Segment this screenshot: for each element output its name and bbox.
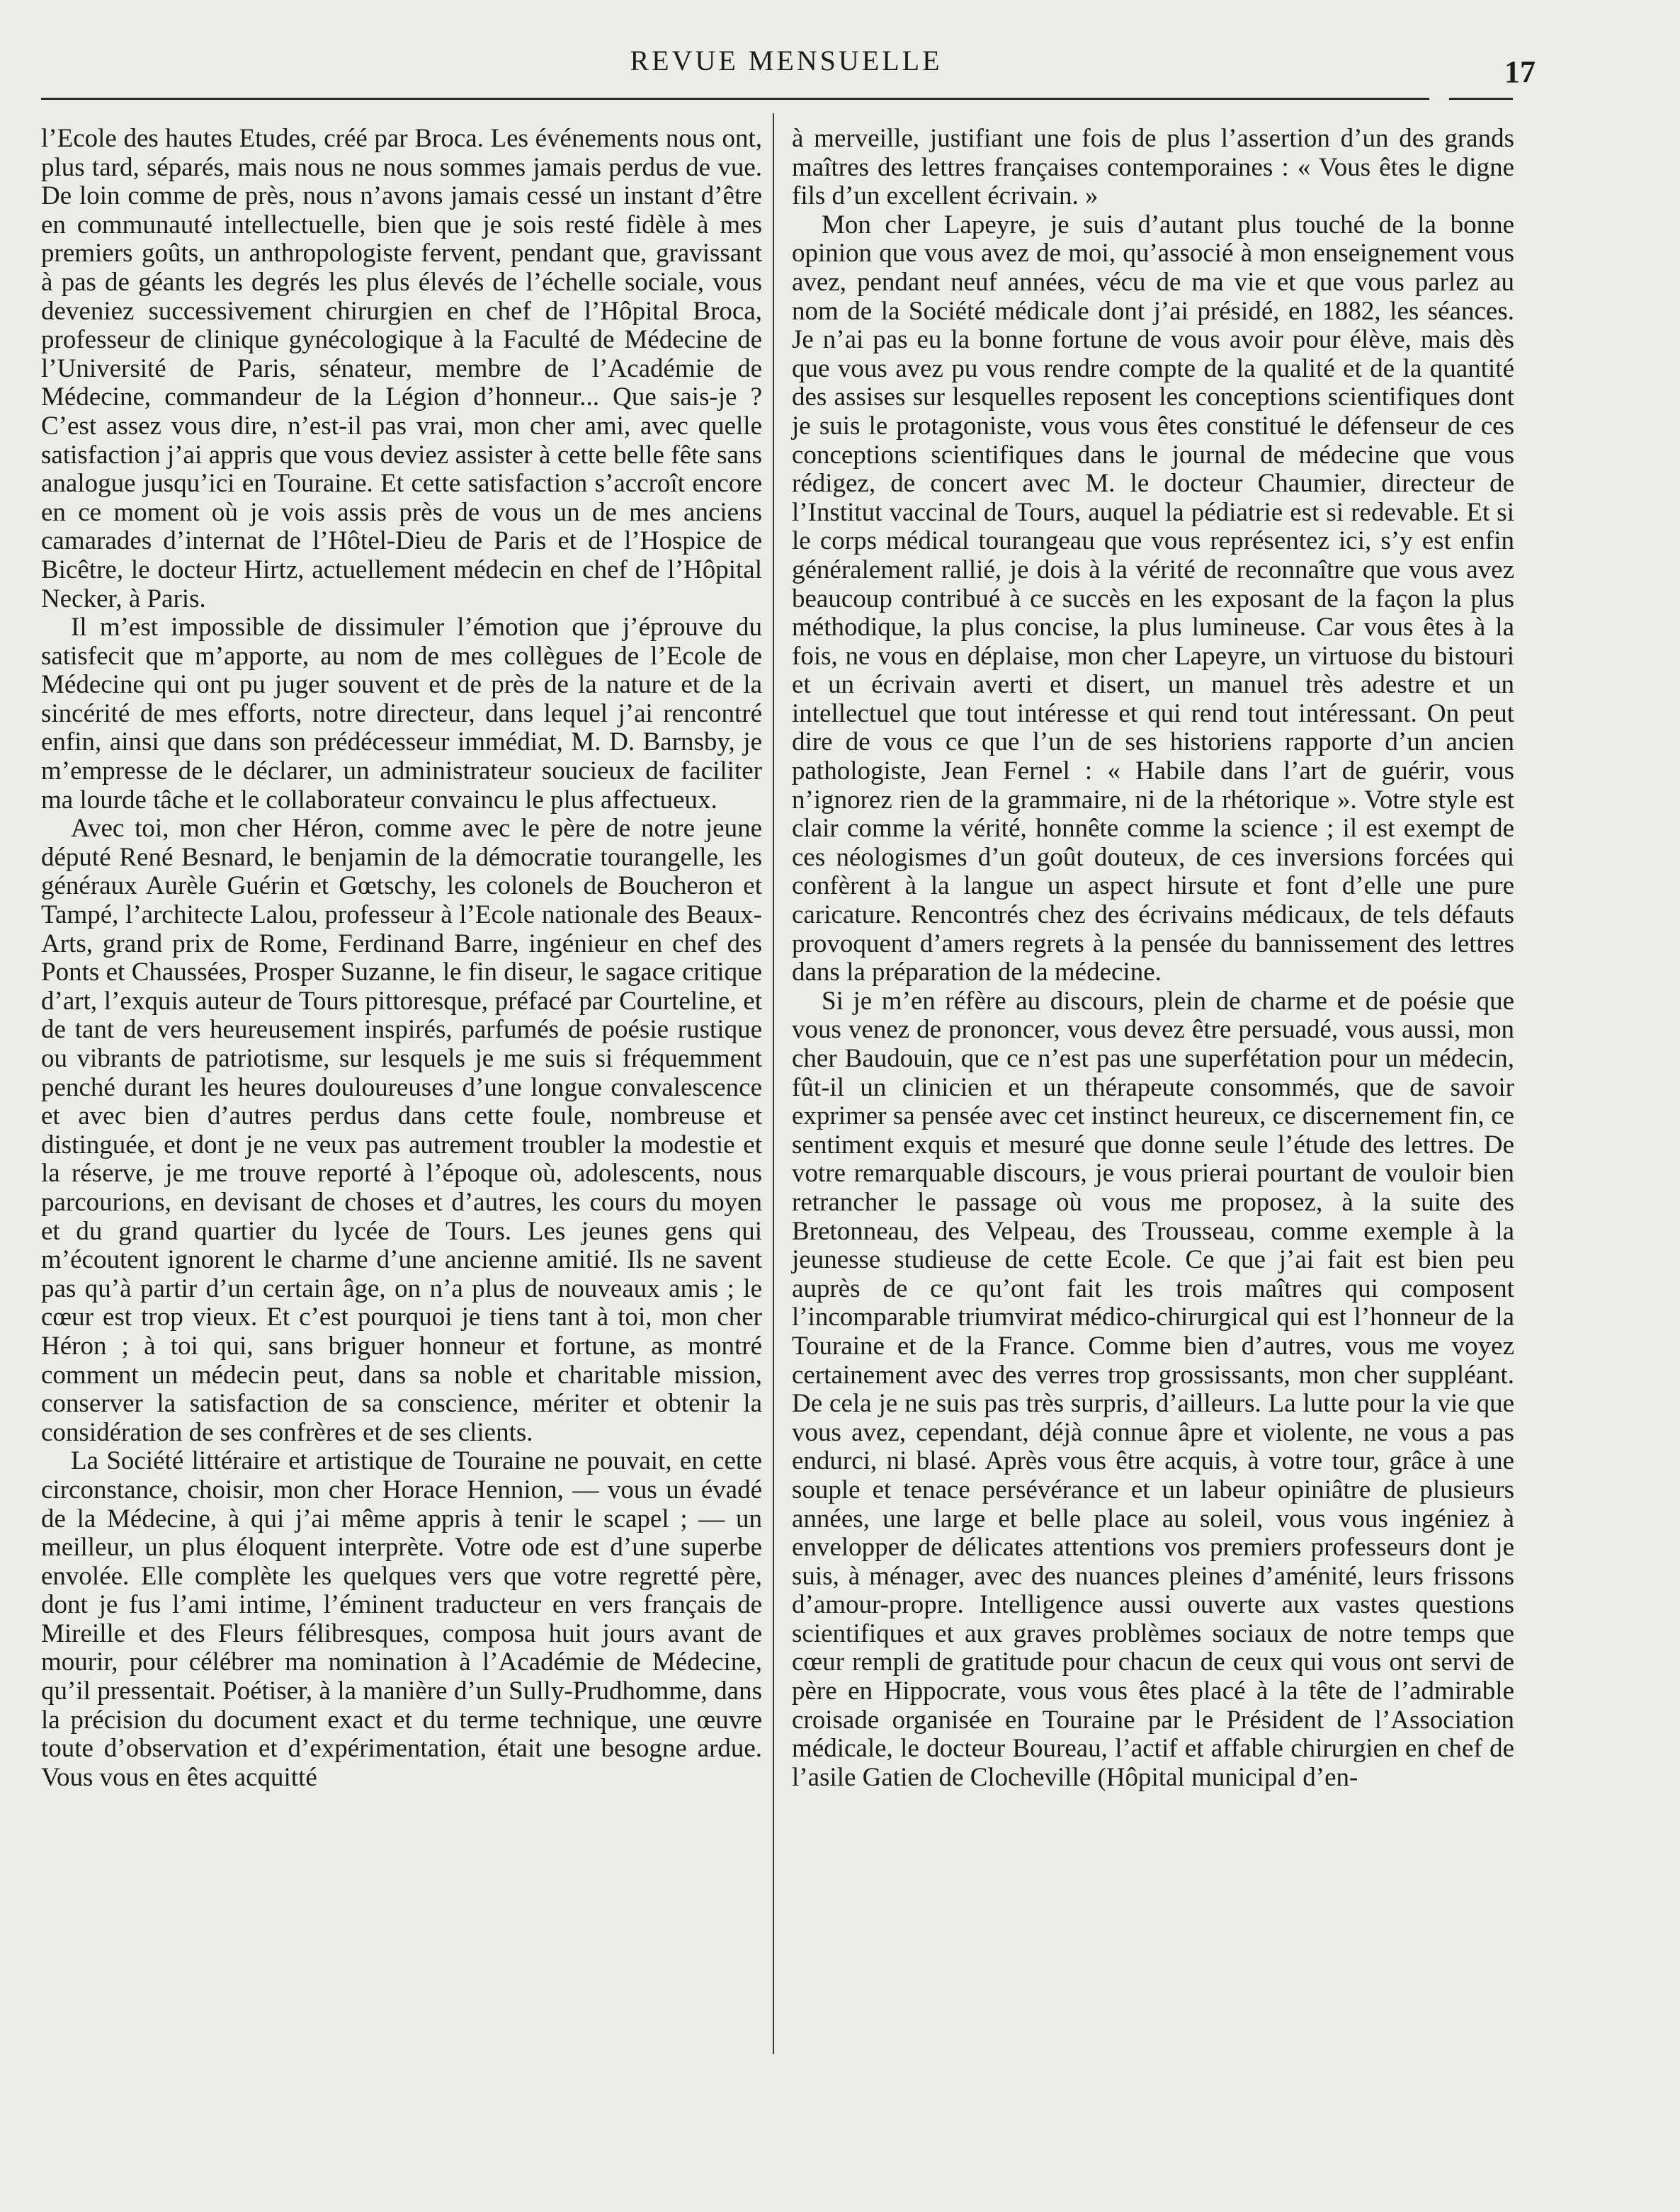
paragraph: Il m’est impossible de dissimuler l’émotion que j’éprouve du satisfecit que m’apporte, au nom de mes collègues de l’Ecole de Médecine qui ont pu juger souvent et de près de la nature et de la sincérité de mes efforts, notre directeur, dans lequel j’ai rencontré enfin, ainsi que dans son prédécesseur immédiat, M. D. Barnsby, je m’empresse de le déclarer, un administrateur soucieux de faciliter ma lourde tâche et le collaborateur convaincu le plus affectueux. bbox=[41, 613, 762, 815]
paragraph: Si je m’en réfère au discours, plein de charme et de poésie que vous venez de prononcer, vous devez être persuadé, vous aussi, mon cher Baudouin, que ce n’est pas une superfétation pour un médecin, fût-il un clinicien et un thérapeute consommés, que de savoir exprimer sa pensée avec cet instinct heureux, ce discernement fin, ce sentiment exquis et mesuré que donne seule l’étude des lettres. De votre remarquable discours, je vous prierai pourtant de vouloir bien retrancher le passage où vous me proposez, à la suite des Bretonneau, des Velpeau, des Trousseau, comme exemple à la jeunesse studieuse de cette Ecole. Ce que j’ai fait est bien peu auprès de ce qu’ont fait les trois maîtres qui composent l’incomparable triumvirat médico-chirurgical qui est l’honneur de la Touraine et de la France. Comme bien d’autres, vous me voyez certainement avec des verres trop grossissants, mon cher suppléant. De cela je ne suis pas très surpris, d’ailleurs. La lutte pour la vie que vous avez, cependant, déjà connue âpre et violente, ne vous a pas endurci, ni blasé. Après vous être acquis, à votre tour, grâce à une souple et tenace persévérance et un labeur opiniâtre de plusieurs années, une large et belle place au soleil, vous vous ingéniez à envelopper de délicates attentions vos premiers professeurs dont je suis, à ménager, avec des nuances pleines d’aménité, leurs frissons d’amour-propre. Intelligence aussi ouverte aux vastes questions scientifiques et aux graves problèmes sociaux de notre temps que cœur rempli de gratitude pour chacun de ceux qui vous ont servi de père en Hippocrate, vous vous êtes placé à la tête de l’admirable croisade organisée en Touraine par le Président de l’Association médicale, le docteur Boureau, l’actif et affable chirurgien en chef de l’asile Gatien de Clocheville (Hôpital municipal d’en- bbox=[792, 986, 1514, 1792]
running-title: REVUE MENSUELLE bbox=[630, 45, 943, 76]
paragraph: à merveille, justifiant une fois de plus l’assertion d’un des grands maîtres des lettres françaises contemporaines : « Vous êtes le digne fils d’un excellent écrivain. » bbox=[792, 124, 1514, 211]
page-number: 17 bbox=[1504, 55, 1536, 89]
header-rule bbox=[41, 98, 1429, 100]
paragraph: Avec toi, mon cher Héron, comme avec le père de notre jeune député René Besnard, le benjamin de la démocratie tourangelle, les généraux Aurèle Guérin et Gœtschy, les colonels de Boucheron et Tampé, l’architecte Lalou, professeur à l’Ecole nationale des Beaux-Arts, grand prix de Rome, Ferdinand Barre, ingénieur en chef des Ponts et Chaussées, Prosper Suzanne, le fin diseur, le sagace critique d’art, l’exquis auteur de Tours pittoresque, préfacé par Courteline, et de tant de vers heureusement inspirés, parfumés de poésie rustique ou vibrants de patriotisme, sur lesquels je me suis si fréquemment penché durant les heures douloureuses d’une longue convalescence et avec bien d’autres perdus dans cette foule, nombreuse et distinguée, et dont je ne veux pas autrement troubler la modestie et la réserve, je me trouve reporté à l’époque où, adolescents, nous parcourions, en devisant de choses et d’autres, les cours du moyen et du grand quartier du lycée de Tours. Les jeunes gens qui m’écoutent ignorent le charme d’une ancienne amitié. Ils ne savent pas qu’à partir d’un certain âge, on n’a plus de nouveaux amis ; le cœur est trop vieux. Et c’est pourquoi je tiens tant à toi, mon cher Héron ; à toi qui, sans briguer honneur et fortune, as montré comment un médecin peut, dans sa noble et charitable mission, conserver la satisfaction de sa conscience, mériter et obtenir la considération de ses confrères et de ses clients. bbox=[41, 814, 762, 1447]
left-column bbox=[41, 125, 762, 1792]
paragraph: l’Ecole des hautes Etudes, créé par Broca. Les événements nous ont, plus tard, séparés, mais nous ne nous sommes jamais perdus de vue. De loin comme de près, nous n’avons jamais cessé un instant d’être en communauté intellectuelle, bien que je sois resté fidèle à mes premiers goûts, un anthropologiste fervent, pendant que, gravissant à pas de géants les degrés les plus élevés de l’échelle sociale, vous deveniez successivement chirurgien en chef de l’Hôpital Broca, professeur de clinique gynécologique à la Faculté de Médecine de l’Université de Paris, sénateur, membre de l’Académie de Médecine, commandeur de la Légion d’honneur... Que sais-je ? C’est assez vous dire, n’est-il pas vrai, mon cher ami, avec quelle satisfaction j’ai appris que vous deviez assister à cette belle fête sans analogue jusqu’ici en Touraine. Et cette satisfaction s’accroît encore en ce moment où je vois assis près de vous un de mes anciens camarades d’internat de l’Hôtel-Dieu de Paris et de l’Hospice de Bicêtre, le docteur Hirtz, actuellement médecin en chef de l’Hôpital Necker, à Paris. bbox=[41, 124, 762, 613]
paragraph: Mon cher Lapeyre, je suis d’autant plus touché de la bonne opinion que vous avez de moi, qu’associé à mon enseignement vous avez, pendant neuf années, vécu de ma vie et que vous parlez au nom de la Société médicale dont j’ai présidé, en 1882, les séances. Je n’ai pas eu la bonne fortune de vous avoir pour élève, mais dès que vous avez pu vous rendre compte de la qualité et de la quantité des assises sur lesquelles reposent les conceptions scientifiques dont je suis le protagoniste, vous vous êtes constitué le défenseur de ces conceptions scientifiques dans le journal de médecine que vous rédigez, de concert avec M. le docteur Chaumier, directeur de l’Institut vaccinal de Tours, auquel la pédiatrie est si redevable. Et si le corps médical tourangeau que vous représentez ici, s’y est enfin généralement rallié, je dois à la vérité de reconnaître que vous avez beaucoup contribué à ce succès en les exposant de la façon la plus méthodique, la plus concise, la plus lumineuse. Car vous êtes à la fois, ne vous en déplaise, mon cher Lapeyre, un virtuose du bistouri et un écrivain averti et disert, un manuel très adestre et un intellectuel que tout intéresse et qui rend tout intéressant. On peut dire de vous ce que l’un de ses historiens rapporte d’un ancien pathologiste, Jean Fernel : « Habile dans l’art de guérir, vous n’ignorez rien de la grammaire, ni de la rhétorique ». Votre style est clair comme la vérité, honnête comme la science ; il est exempt de ces néologismes d’un goût douteux, de ces inversions forcées qui confèrent à la langue un aspect hirsute et font d’elle une pure caricature. Rencontrés chez des écrivains médicaux, de tels défauts provoquent d’amers regrets à la pensée du bannissement des lettres dans la préparation de la médecine. bbox=[792, 210, 1514, 987]
column-divider bbox=[773, 113, 774, 2054]
running-head bbox=[0, 44, 1680, 89]
paragraph: La Société littéraire et artistique de Touraine ne pouvait, en cette circonstance, choisir, mon cher Horace Hennion, — vous un évadé de la Médecine, à qui j’ai même appris à tenir le scapel ; — un meilleur, un plus éloquent interprète. Votre ode est d’une superbe envolée. Elle complète les quelques vers que votre regretté père, dont je fus l’ami intime, l’éminent traducteur en vers français de Mireille et des Fleurs félibresques, composa huit jours avant de mourir, pour célébrer ma nomination à l’Académie de Médecine, qu’il pressentait. Poétiser, à la manière d’un Sully-Prudhomme, dans la précision du document exact et du terme technique, une œuvre toute d’observation et d’expérimentation, était une besogne ardue. Vous vous en êtes acquitté bbox=[41, 1446, 762, 1792]
header-rule-short bbox=[1449, 98, 1513, 100]
right-column bbox=[792, 125, 1514, 1792]
